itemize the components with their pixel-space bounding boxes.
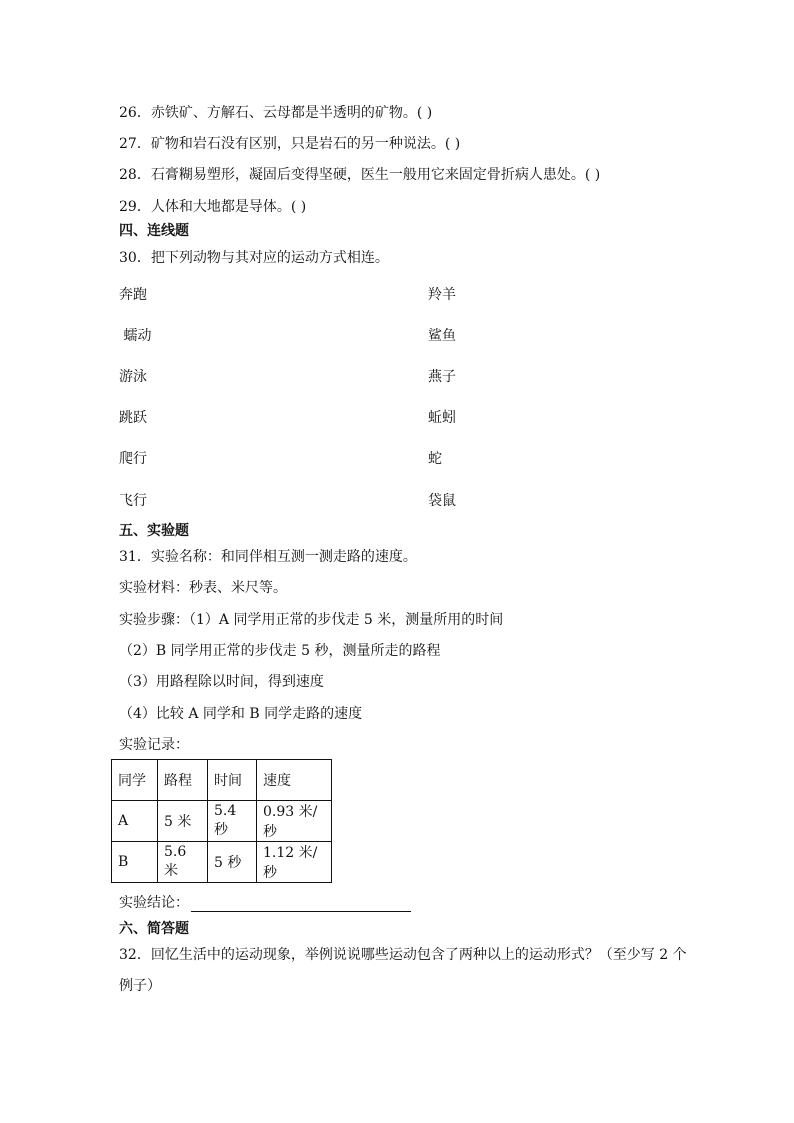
experiment-step-4: （4）比较 A 同学和 B 同学走路的速度 [119, 706, 363, 722]
animal-item: 鲨鱼 [428, 328, 456, 344]
animal-item: 袋鼠 [428, 493, 456, 509]
conclusion-label: 实验结论： [119, 895, 189, 911]
question-32-line-1: 32．回忆生活中的运动现象，举例说说哪些运动包含了两种以上的运动形式？（至少写 2 个 [119, 947, 687, 963]
table-header-cell: 速度 [257, 760, 332, 801]
table-header-cell: 路程 [158, 760, 208, 801]
table-header-cell: 同学 [112, 760, 158, 801]
motion-item: 爬行 [119, 451, 147, 467]
table-cell: 5 秒 [208, 842, 257, 883]
section-heading-experiment: 五、实验题 [119, 523, 189, 539]
motion-item: 飞行 [119, 493, 147, 509]
question-30: 30．把下列动物与其对应的运动方式相连。 [119, 250, 389, 266]
experiment-step-2: （2）B 同学用正常的步伐走 5 秒，测量所走的路程 [119, 643, 441, 659]
table-cell: 5 米 [158, 801, 208, 842]
table-cell: 5.6 米 [158, 842, 208, 883]
table-cell: 0.93 米/秒 [257, 801, 332, 842]
section-heading-short-answer: 六、简答题 [119, 921, 189, 937]
animal-item: 燕子 [428, 369, 456, 385]
animal-item: 羚羊 [428, 287, 456, 303]
table-cell: 1.12 米/秒 [257, 842, 332, 883]
record-label: 实验记录： [119, 737, 189, 753]
experiment-name: 31．实验名称：和同伴相互测一测走路的速度。 [119, 549, 417, 565]
question-28: 28．石膏糊易塑形，凝固后变得坚硬，医生一般用它来固定骨折病人患处。( ) [119, 167, 601, 183]
table-cell: B [112, 842, 158, 883]
motion-item: 游泳 [119, 369, 147, 385]
experiment-record-table [111, 759, 332, 883]
table-header-cell: 时间 [208, 760, 257, 801]
motion-item: 蠕动 [119, 328, 152, 344]
conclusion-answer-blank[interactable] [191, 897, 411, 912]
table-header-row [112, 760, 332, 801]
motion-item: 奔跑 [119, 287, 147, 303]
question-26: 26．赤铁矿、方解石、云母都是半透明的矿物。( ) [119, 105, 433, 121]
question-32-line-2: 例子） [119, 978, 161, 994]
table-cell: A [112, 801, 158, 842]
conclusion-row [119, 894, 411, 912]
question-29: 29．人体和大地都是导体。( ) [119, 199, 307, 215]
question-27: 27．矿物和岩石没有区别，只是岩石的另一种说法。( ) [119, 136, 461, 152]
animal-item: 蛇 [428, 451, 442, 467]
table-cell: 5.4 秒 [208, 801, 257, 842]
animal-item: 蚯蚓 [428, 410, 456, 426]
experiment-materials: 实验材料：秒表、米尺等。 [119, 580, 287, 596]
section-heading-matching: 四、连线题 [119, 223, 189, 239]
motion-item: 跳跃 [119, 410, 147, 426]
experiment-step-1: 实验步骤：（1）A 同学用正常的步伐走 5 米，测量所用的时间 [119, 612, 504, 628]
table-row [112, 842, 332, 883]
table-row [112, 801, 332, 842]
experiment-step-3: （3）用路程除以时间，得到速度 [119, 674, 324, 690]
